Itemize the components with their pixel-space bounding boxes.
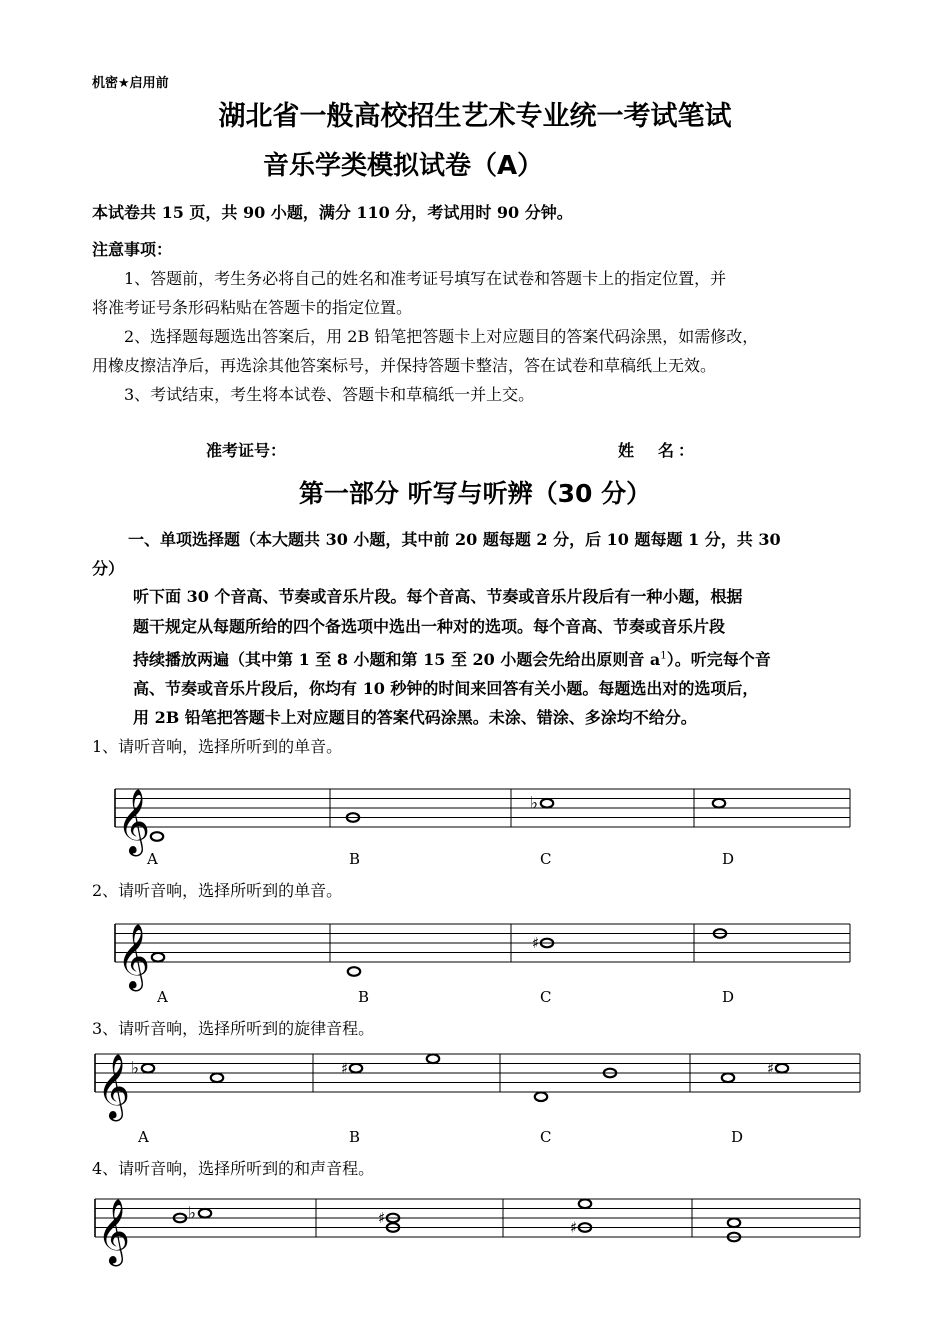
whole-note-icon	[151, 832, 163, 841]
instruction-line-3-text-a: 持续播放两遍（其中第 1 至 8 小题和第 15 至 20 小题会先给出原则音 a	[133, 650, 661, 669]
exam-number-label: 准考证号：	[206, 441, 287, 460]
q3-option-b[interactable]: B	[349, 1128, 361, 1146]
sharp-sign-icon: ♯	[532, 934, 540, 952]
q1-option-d[interactable]: D	[722, 850, 735, 868]
treble-clef-icon: 𝄞	[97, 1199, 131, 1264]
q1-option-c[interactable]: C	[540, 850, 552, 868]
whole-note-icon	[152, 953, 164, 962]
name-label: 姓 名：	[618, 441, 699, 460]
treble-clef-icon: 𝄞	[97, 1054, 131, 1119]
instruction-line-4: 高、节奏或音乐片段后，你均有 10 秒钟的时间来回答有关小题。每题选出对的选项后，	[133, 679, 759, 698]
instruction-line-3-text-b: ）。听完每个音	[666, 650, 771, 669]
flat-sign-icon: ♭	[131, 1058, 140, 1079]
sharp-sign-icon: ♯	[341, 1059, 349, 1078]
whole-note-icon	[348, 967, 360, 976]
instruction-line-2: 题干规定从每题所给的四个备选项中选出一种对的选项。每个音高、节奏或音乐片段	[133, 617, 726, 636]
flat-sign-icon: ♭	[188, 1203, 197, 1224]
note-2-line-1: 2、选择题每题选出答案后，用 2B 铅笔把答题卡上对应题目的答案代码涂黑，如需修改，	[124, 327, 759, 346]
q2-option-c[interactable]: C	[540, 988, 552, 1006]
q3-option-d[interactable]: D	[731, 1128, 744, 1146]
instruction-line-5: 用 2B 铅笔把答题卡上对应题目的答案代码涂黑。未涂、错涂、多涂均不给分。	[133, 708, 697, 727]
instruction-line-1: 听下面 30 个音高、节奏或音乐片段。每个音高、节奏或音乐片段后有一种小题，根据	[133, 587, 743, 606]
sharp-sign-icon: ♯	[378, 1209, 386, 1227]
notes-heading: 注意事项：	[92, 240, 173, 259]
q2-option-d[interactable]: D	[722, 988, 735, 1006]
q3-option-c[interactable]: C	[540, 1128, 552, 1146]
treble-clef-icon: 𝄞	[117, 924, 151, 989]
whole-note-icon	[579, 1199, 591, 1208]
question-4: 4、请听音响，选择所听到的和声音程。	[92, 1159, 375, 1178]
whole-note-icon	[142, 1064, 154, 1073]
a1-superscript: 1	[660, 650, 667, 662]
whole-note-icon	[199, 1209, 211, 1218]
q1-option-b[interactable]: B	[349, 850, 361, 868]
section-heading-line-1: 一、单项选择题（本大题共 30 小题，其中前 20 题每题 2 分，后 10 题每题 1 分，共 30	[128, 530, 781, 549]
treble-clef-icon: 𝄞	[117, 789, 151, 854]
flat-sign-icon: ♭	[530, 793, 539, 814]
whole-note-icon	[722, 1073, 734, 1082]
sharp-sign-icon: ♯	[767, 1059, 775, 1078]
note-1-line-1: 1、答题前，考生务必将自己的姓名和准考证号填写在试卷和答题卡上的指定位置，并	[124, 269, 727, 288]
note-2-line-2: 用橡皮擦洁净后，再选涂其他答案标号，并保持答题卡整洁，答在试卷和草稿纸上无效。	[92, 356, 717, 375]
whole-note-icon	[535, 1092, 547, 1101]
exam-subtitle: 音乐学类模拟试卷（A）	[263, 151, 544, 181]
q1-option-a[interactable]: A	[147, 850, 158, 868]
whole-note-icon	[541, 799, 553, 808]
note-1-line-2: 将准考证号条形码粘贴在答题卡的指定位置。	[92, 298, 413, 317]
section-heading-line-2: 分）	[92, 559, 125, 578]
whole-note-icon	[776, 1064, 788, 1073]
note-3: 3、考试结束，考生将本试卷、答题卡和草稿纸一并上交。	[124, 385, 535, 404]
part1-title: 第一部分 听写与听辨（30 分）	[298, 479, 652, 508]
exam-info: 本试卷共 15 页，共 90 小题，满分 110 分，考试用时 90 分钟。	[92, 203, 573, 222]
exam-title: 湖北省一般高校招生艺术专业统一考试笔试	[218, 101, 732, 132]
sharp-sign-icon: ♯	[570, 1218, 578, 1237]
whole-note-icon	[427, 1054, 439, 1063]
whole-note-icon	[713, 799, 725, 808]
question-1: 1、请听音响，选择所听到的单音。	[92, 737, 343, 756]
confidential-mark: 机密★启用前	[92, 76, 169, 91]
whole-note-icon	[350, 1064, 362, 1073]
question-3: 3、请听音响，选择所听到的旋律音程。	[92, 1019, 375, 1038]
q2-option-b[interactable]: B	[358, 988, 370, 1006]
whole-note-icon	[728, 1218, 740, 1227]
q3-option-a[interactable]: A	[138, 1128, 149, 1146]
whole-note-icon	[211, 1073, 223, 1082]
question-2: 2、请听音响，选择所听到的单音。	[92, 881, 343, 900]
q2-option-a[interactable]: A	[157, 988, 168, 1006]
